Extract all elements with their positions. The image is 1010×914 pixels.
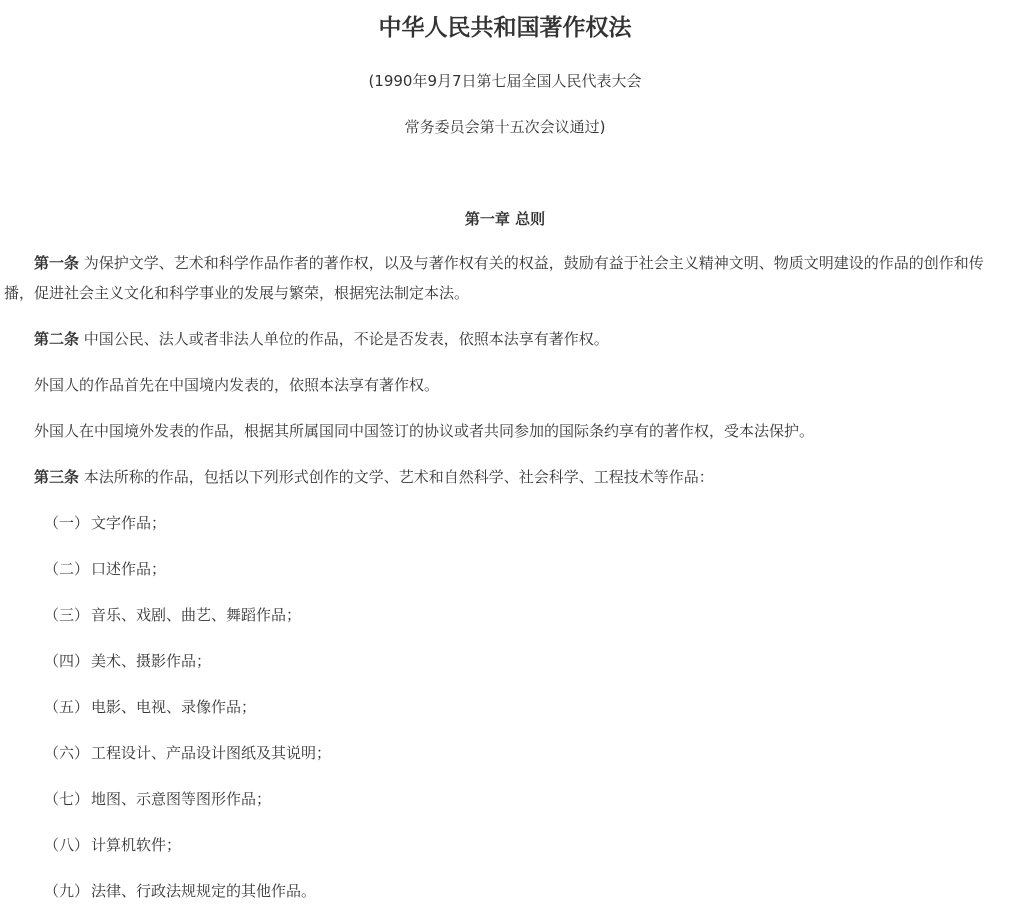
list-item — [4, 508, 1006, 538]
list-item-text: 美术、摄影作品； — [91, 652, 212, 670]
list-item — [4, 738, 1006, 768]
list-item-text: 文字作品； — [91, 514, 167, 532]
article-1-paragraph — [4, 248, 1006, 308]
list-item-number: （五） — [44, 698, 90, 716]
article-2-label: 第二条 — [34, 330, 80, 348]
list-item-number: （七） — [44, 790, 90, 808]
article-3-text: 本法所称的作品，包括以下列形式创作的文学、艺术和自然科学、社会科学、工程技术等作品： — [79, 468, 714, 486]
article-1-label: 第一条 — [34, 254, 80, 272]
list-item-text: 工程设计、产品设计图纸及其说明； — [91, 744, 332, 762]
article-2-paragraph — [4, 324, 1006, 354]
list-item — [4, 784, 1006, 814]
list-item — [4, 692, 1006, 722]
document-title: 中华人民共和国著作权法 — [378, 15, 632, 41]
list-item-number: （三） — [44, 606, 90, 624]
article-2-text: 中国公民、法人或者非法人单位的作品，不论是否发表，依照本法享有著作权。 — [79, 330, 609, 348]
list-item — [4, 600, 1006, 630]
subtitle-line-2: 常务委员会第十五次会议通过) — [404, 118, 606, 136]
article-2-paragraph-3: 外国人在中国境外发表的作品，根据其所属国同中国签订的协议或者共同参加的国际条约享有的著作权，受本法保护。 — [34, 422, 815, 440]
list-item-number: （四） — [44, 652, 90, 670]
list-item — [4, 830, 1006, 860]
article-3-label: 第三条 — [34, 468, 80, 486]
list-item-number: （八） — [44, 836, 90, 854]
subtitle-line-1: (1990年9月7日第七届全国人民代表大会 — [368, 72, 642, 90]
list-item-number: （二） — [44, 560, 90, 578]
chapter-heading: 第一章 总则 — [464, 210, 546, 228]
list-item-text: 法律、行政法规规定的其他作品。 — [91, 882, 317, 900]
article-1-text: 为保护文学、艺术和科学作品作者的著作权，以及与著作权有关的权益，鼓励有益于社会主义精神文明、物质文明建设的作品的创作和传播，促进社会主义文化和科学事业的发展与繁荣，根据宪法制定本法。 — [4, 254, 984, 302]
list-item-number: （一） — [44, 514, 90, 532]
list-item-text: 计算机软件； — [91, 836, 182, 854]
list-item — [4, 876, 1006, 906]
list-item-text: 电影、电视、录像作品； — [91, 698, 257, 716]
list-item — [4, 554, 1006, 584]
list-item-number: （六） — [44, 744, 90, 762]
list-item-text: 地图、示意图等图形作品； — [91, 790, 272, 808]
article-3-paragraph — [4, 462, 1006, 492]
list-item-text: 口述作品； — [91, 560, 167, 578]
list-item — [4, 646, 1006, 676]
list-item-text: 音乐、戏剧、曲艺、舞蹈作品； — [91, 606, 302, 624]
article-2-paragraph-2: 外国人的作品首先在中国境内发表的，依照本法享有著作权。 — [34, 376, 440, 394]
list-item-number: （九） — [44, 882, 90, 900]
